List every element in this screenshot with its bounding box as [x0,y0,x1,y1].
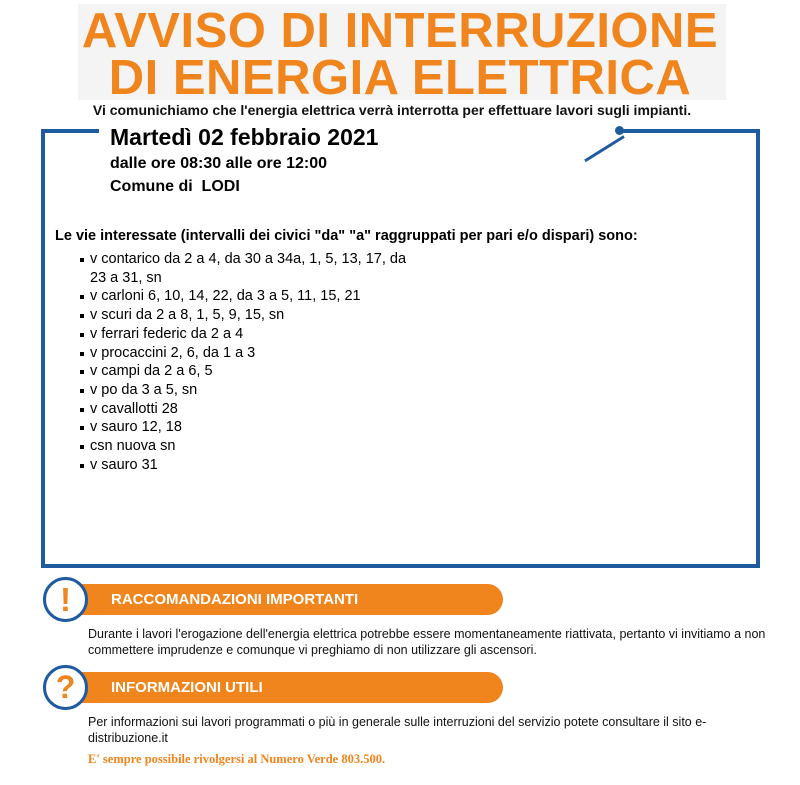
street-item: v cavallotti 28 [78,400,408,419]
informazioni-heading: INFORMAZIONI UTILI [63,672,503,703]
question-icon: ? [43,665,88,710]
street-item: v carloni 6, 10, 14, 22, da 3 a 5, 11, 15, 21 [78,287,408,306]
street-item: v sauro 31 [78,456,408,475]
streets-intro: Le vie interessate (intervalli dei civici "da" "a" raggruppati per pari e/o dispari) sono: [55,228,638,244]
title-line-1: AVVISO DI INTERRUZIONE [81,4,719,58]
street-item: v campi da 2 a 6, 5 [78,362,408,381]
raccomandazioni-text: Durante i lavori l'erogazione dell'energia elettrica potrebbe essere momentaneamente riattivata, pertanto vi invitiamo a non commettere imprudenze e comunque vi preghiamo di non utilizzare gli ascensori. [88,627,766,657]
street-item: csn nuova sn [78,437,408,456]
street-item: v po da 3 a 5, sn [78,381,408,400]
frame-top-edge-right [620,129,760,133]
frame-dot [615,126,624,135]
frame-top-edge-left [41,129,99,133]
numero-verde: E' sempre possibile rivolgersi al Numero Verde 803.500. [88,752,386,766]
street-item: v sauro 12, 18 [78,418,408,437]
street-list [78,250,408,474]
page-subtitle: Vi comunichiamo che l'energia elettrica verrà interrotta per effettuare lavori sugli impianti. [92,102,692,118]
page-title [0,4,800,105]
street-item: v contarico da 2 a 4, da 30 a 34a, 1, 5, 13, 17, da 23 a 31, sn [78,250,408,287]
interruption-comune: Comune di LODI [110,178,240,195]
street-item: v procaccini 2, 6, da 1 a 3 [78,344,408,363]
street-item: v scuri da 2 a 8, 1, 5, 9, 15, sn [78,306,408,325]
exclamation-icon: ! [43,577,88,622]
interruption-hours: dalle ore 08:30 alle ore 12:00 [110,155,328,172]
street-item: v ferrari federic da 2 a 4 [78,325,408,344]
raccomandazioni-heading: RACCOMANDAZIONI IMPORTANTI [63,584,503,615]
title-line-2: DI ENERGIA ELETTRICA [108,51,692,105]
informazioni-text: Per informazioni sui lavori programmati o più in generale sulle interruzioni del servizio potete consultare il sito e-distribuzione.it [88,715,707,745]
interruption-date: Martedì 02 febbraio 2021 [110,124,379,150]
